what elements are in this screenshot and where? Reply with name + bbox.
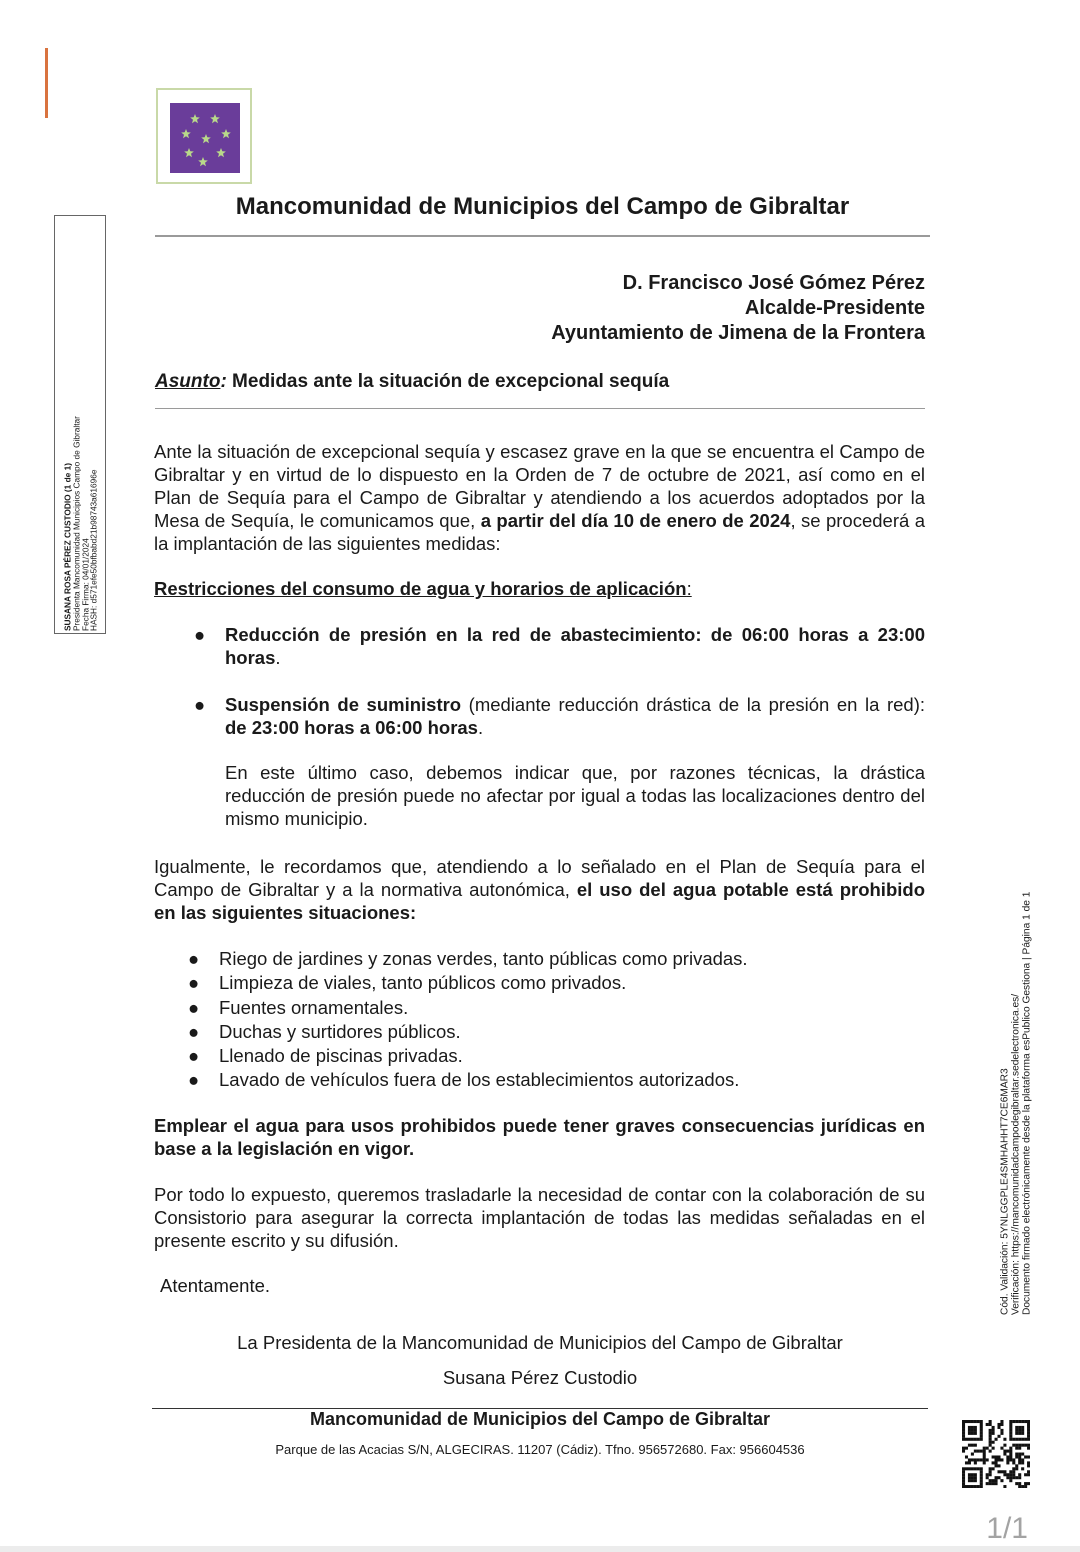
- recipient-entity: Ayuntamiento de Jimena de la Frontera: [551, 322, 925, 344]
- header-divider: [155, 235, 930, 237]
- footer-address: Parque de las Acacias S/N, ALGECIRAS. 11207 (Cádiz). Tfno. 956572680. Fax: 956604536: [275, 1442, 805, 1457]
- prohibitions-paragraph: [154, 855, 925, 924]
- list-item: [190, 623, 925, 669]
- restriction-detail: (mediante reducción drástica de la presión en la red):: [461, 694, 925, 715]
- validation-note: Documento firmado electrónicamente desde la plataforma esPublico Gestiona | Página 1 de 1: [1021, 891, 1033, 1315]
- restrictions-heading-colon: :: [686, 578, 692, 599]
- subject-label: Asunto: [155, 371, 221, 392]
- request-paragraph: Por todo lo expuesto, queremos trasladarle la necesidad de contar con la colaboración de su Consistorio para asegurar la correcta implantación de todas las medidas señaladas en el presente escrito y su difusión.: [154, 1184, 925, 1251]
- viewer-accent-bar: [45, 48, 48, 118]
- logo-emblem: [170, 103, 240, 173]
- subject-line: [155, 371, 669, 393]
- bullet-icon: ●: [188, 1020, 200, 1042]
- intro-text-end: , se procederá a la implantación de las siguientes medidas:: [154, 510, 925, 554]
- restriction-schedule: : de 06:00 horas a 23:00 horas: [225, 624, 925, 668]
- org-title: Mancomunidad de Municipios del Campo de Gibraltar: [235, 193, 850, 220]
- restrictions-heading-text: Restricciones del consumo de agua y horarios de aplicación: [154, 578, 687, 599]
- restriction-end: .: [275, 647, 281, 668]
- stars-icon: [170, 103, 240, 173]
- qr-code-icon: [962, 1420, 1030, 1488]
- subject-separator: :: [220, 371, 227, 392]
- bullet-icon: ●: [194, 694, 206, 715]
- closing: Atentamente.: [160, 1275, 271, 1296]
- logo: [156, 88, 252, 184]
- list-item: [185, 947, 925, 971]
- list-item: [185, 1068, 925, 1092]
- intro-date: a partir del día 10 de enero de 2024: [480, 510, 791, 531]
- footer-org: Mancomunidad de Municipios del Campo de Gibraltar: [309, 1409, 771, 1429]
- signer-line: SUSANA ROSA PÉREZ CUSTODIO (1 de 1): [62, 463, 73, 631]
- subject-text: Medidas ante la situación de excepcional sequía: [226, 371, 670, 392]
- bullet-icon: ●: [188, 972, 200, 994]
- prohibited-use: Llenado de piscinas privadas.: [219, 1045, 463, 1067]
- restriction-title: Suspensión de suministro: [225, 694, 462, 715]
- list-item: [185, 996, 925, 1020]
- restrictions-list: [190, 623, 925, 830]
- signer-role: Presidenta Mancomunidad Municipios Campo de Gibraltar: [71, 416, 82, 631]
- restriction-note: En este último caso, debemos indicar que, por razones técnicas, la drástica reducción de presión puede no afectar por igual a todas las localizaciones dentro del mismo municipio.: [225, 762, 925, 829]
- list-item: [190, 693, 925, 739]
- prohibited-use: Riego de jardines y zonas verdes, tanto públicas como privadas.: [219, 948, 748, 969]
- intro-paragraph: [154, 440, 925, 555]
- signature-stamp-text: [63, 221, 98, 631]
- prohibited-use: Duchas y surtidores públicos.: [219, 1020, 461, 1042]
- recipient-position: Alcalde-Presidente: [744, 297, 925, 319]
- restriction-end: .: [477, 717, 484, 738]
- list-item: [185, 971, 925, 995]
- signature-date: Fecha Firma: 04/01/2024: [80, 538, 90, 631]
- prohibited-use: Fuentes ornamentales.: [219, 996, 409, 1018]
- list-item: [185, 1020, 925, 1044]
- restrictions-heading: [154, 577, 925, 600]
- prohibitions-statement: el uso del agua potable está prohibido en las siguientes situaciones:: [154, 879, 925, 923]
- list-item: [185, 1044, 925, 1068]
- signer-title: La Presidenta de la Mancomunidad de Municipios del Campo de Gibraltar: [237, 1332, 843, 1353]
- recipient-name: D. Francisco José Gómez Pérez: [622, 272, 925, 294]
- restriction-title: Reducción de presión en la red de abastecimiento: [225, 624, 696, 645]
- validation-code: Cód. Validación: 5YNLGGPLE4SMHAHHT7CE6MAR3: [999, 1068, 1011, 1315]
- viewer-bottom-bar: [0, 1546, 1080, 1552]
- restriction-schedule: de 23:00 horas a 06:00 horas: [225, 717, 478, 738]
- prohibited-use: Limpieza de viales, tanto públicos como privados.: [219, 972, 627, 994]
- bullet-icon: ●: [194, 624, 206, 645]
- bullet-icon: ●: [188, 948, 200, 969]
- bullet-icon: ●: [188, 996, 200, 1018]
- page-indicator: 1/1: [986, 1512, 1028, 1545]
- signature-stamp: [54, 215, 106, 634]
- signature-hash: HASH: d571efe50bfbabd21b98743a61696e: [88, 469, 99, 631]
- recipient-block: [551, 271, 925, 346]
- warning-paragraph: Emplear el agua para usos prohibidos puede tener graves consecuencias jurídicas en base a la legislación en vigor.: [154, 1115, 925, 1159]
- prohibited-uses-list: [185, 947, 925, 1093]
- bullet-icon: ●: [188, 1045, 200, 1067]
- prohibited-use: Lavado de vehículos fuera de los establecimientos autorizados.: [219, 1069, 740, 1091]
- validation-text: [1000, 855, 1033, 1315]
- validation-url: Verificación: https://mancomunidadcampodegibraltar.sedelectronica.es/: [1010, 993, 1022, 1315]
- qr-code-graphic: [962, 1420, 1030, 1488]
- intro-text: Ante la situación de excepcional sequía y escasez grave en la que se encuentra el Campo de Gibraltar y en virtud de lo dispuesto en la Orden de 7 de octubre de 2021, así como en el Plan de Sequía para el Campo de Gibraltar y atendiendo a los acuerdos adoptados por la Mesa de Sequía, le comunicamos que,: [154, 441, 925, 531]
- prohibitions-intro: Igualmente, le recordamos que, atendiendo a lo señalado en el Plan de Sequía para el Campo de Gibraltar y a la normativa autonómica,: [154, 856, 925, 900]
- signer-name: Susana Pérez Custodio: [442, 1367, 638, 1388]
- bullet-icon: ●: [188, 1069, 200, 1091]
- subject-divider: [155, 408, 925, 409]
